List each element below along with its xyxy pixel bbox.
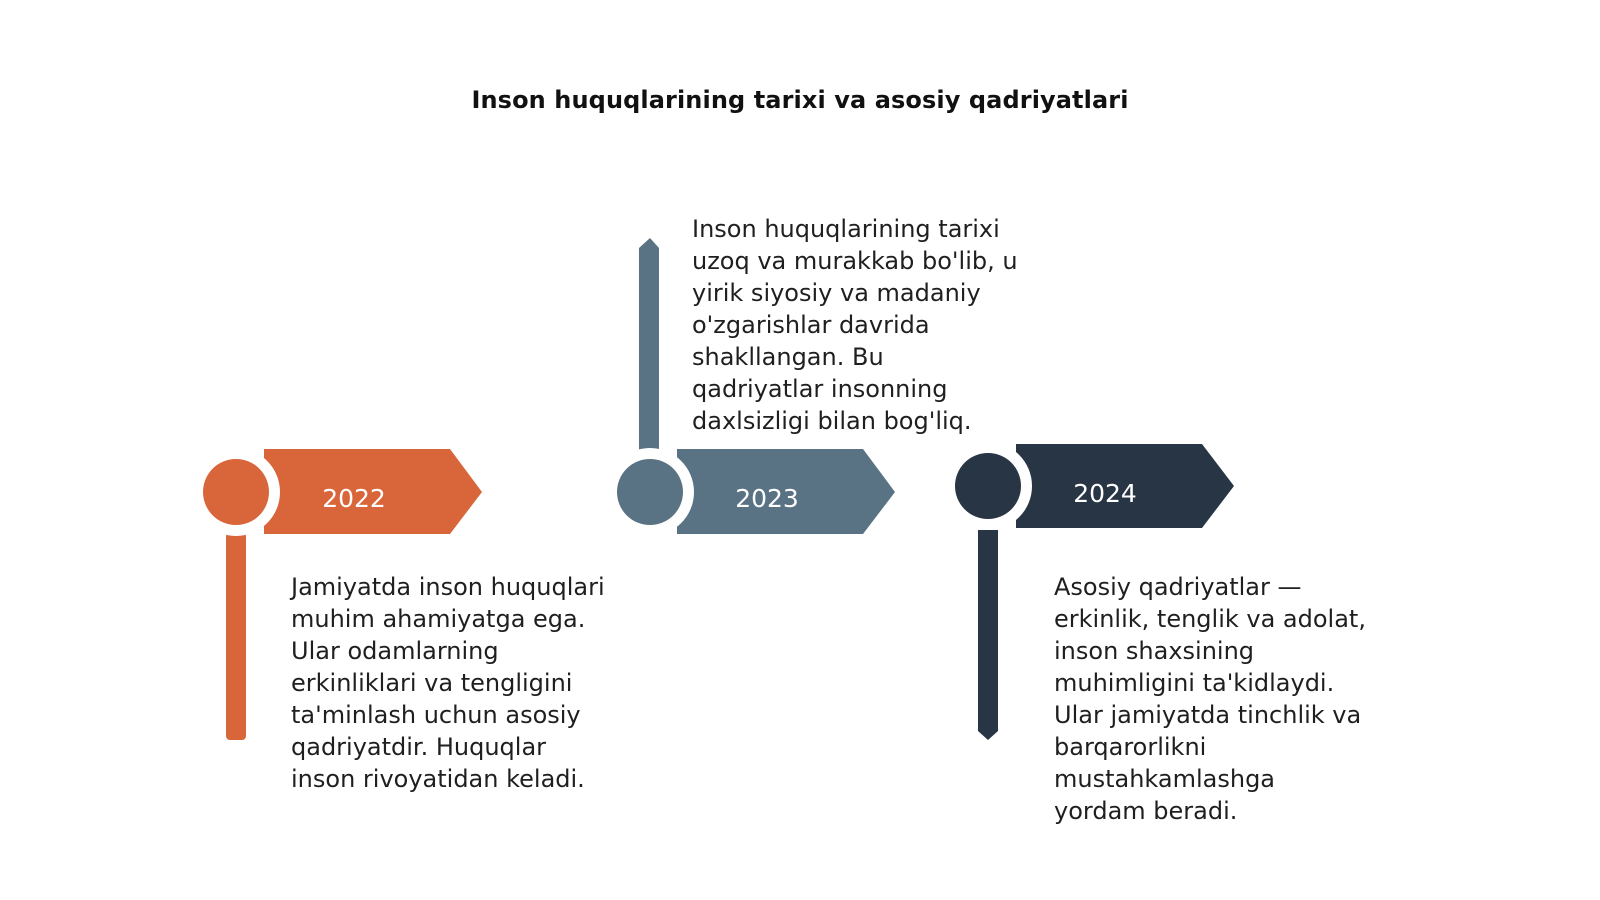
milestone-dot-2024 bbox=[955, 453, 1021, 519]
milestone-dot-2023 bbox=[617, 459, 683, 525]
milestone-text-2024: Asosiy qadriyatlar — erkinlik, tenglik va adolat, inson shaxsining muhimligini ta'kidlaydi. Ular jamiyatda tinchlik va barqarorlikni mustahkamlashga yordam beradi. bbox=[1054, 573, 1366, 825]
milestone-connector-2022 bbox=[226, 532, 246, 740]
milestone-text-2022: Jamiyatda inson huquqlari muhim ahamiyatga ega. Ular odamlarning erkinliklari va tengligini ta'minlash uchun asosiy qadriyatdir. Huquqlar inson rivoyatidan keladi. bbox=[291, 573, 605, 793]
milestone-year-2022: 2022 bbox=[322, 484, 386, 513]
milestone-connector-2023 bbox=[639, 238, 659, 450]
milestone-text-2023: Inson huquqlarining tarixi uzoq va murakkab bo'lib, u yirik siyosiy va madaniy o'zgarishlar davrida shakllangan. Bu qadriyatlar insonning daxlsizligi bilan bog'liq. bbox=[692, 215, 1018, 435]
page-title: Inson huquqlarining tarixi va asosiy qadriyatlari bbox=[471, 86, 1129, 114]
milestone-dot-2022 bbox=[203, 459, 269, 525]
milestone-year-2024: 2024 bbox=[1073, 479, 1137, 508]
milestone-year-2023: 2023 bbox=[735, 484, 799, 513]
milestone-connector-2024 bbox=[978, 530, 998, 740]
